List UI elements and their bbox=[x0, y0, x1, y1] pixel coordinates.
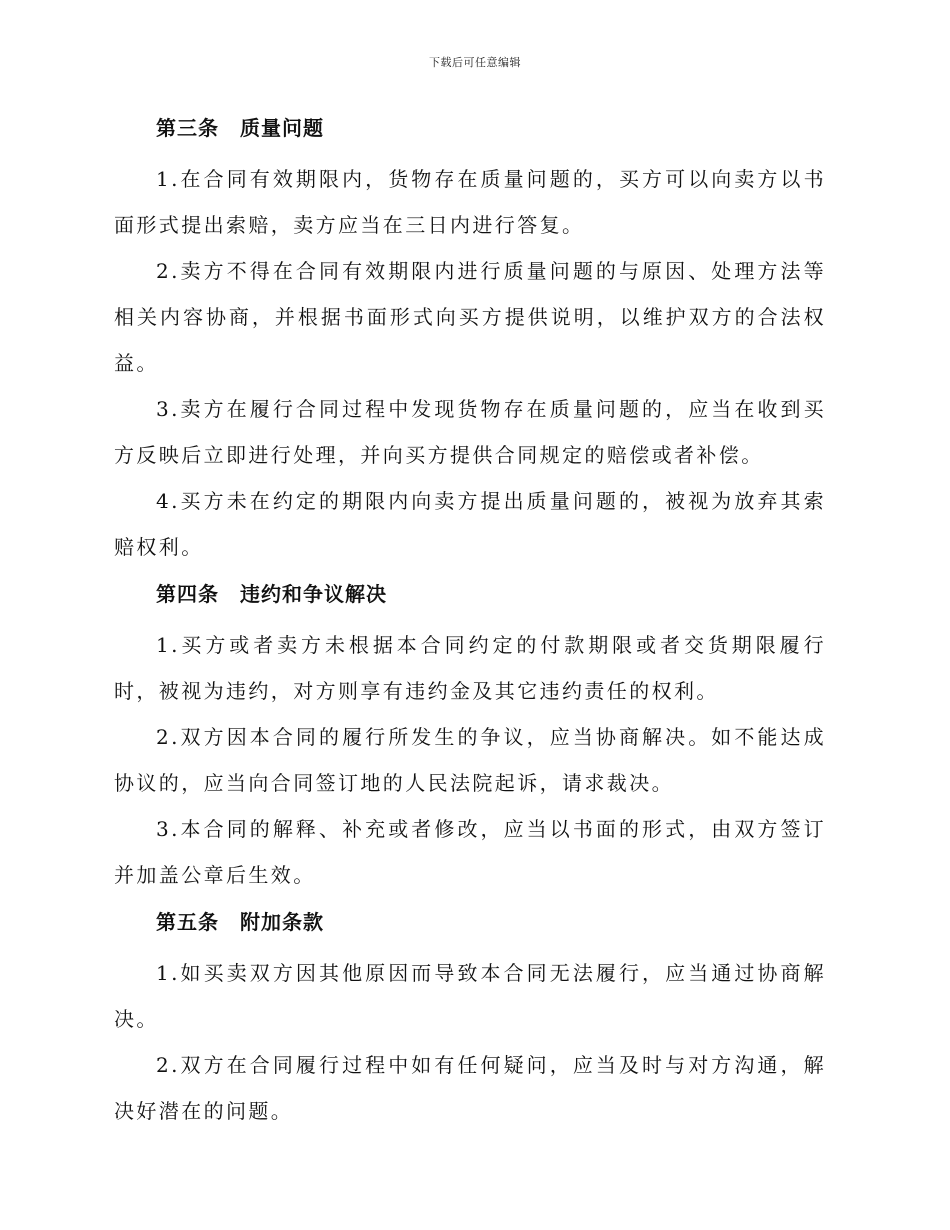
paragraph: 1.如买卖双方因其他原因而导致本合同无法履行，应当通过协商解决。 bbox=[114, 961, 826, 1031]
paragraph: 2.双方因本合同的履行所发生的争议，应当协商解决。如不能达成协议的，应当向合同签订地的人民法院起诉，请求裁决。 bbox=[114, 725, 826, 795]
section-article-4 bbox=[114, 576, 826, 898]
paragraph: 2.双方在合同履行过程中如有任何疑问，应当及时与对方沟通，解决好潜在的问题。 bbox=[114, 1053, 826, 1123]
paragraph: 2.卖方不得在合同有效期限内进行质量问题的与原因、处理方法等相关内容协商，并根据书面形式向买方提供说明，以维护双方的合法权益。 bbox=[114, 259, 826, 375]
paragraph: 1.买方或者卖方未根据本合同约定的付款期限或者交货期限履行时，被视为违约，对方则享有违约金及其它违约责任的权利。 bbox=[114, 633, 826, 703]
paragraph: 3.本合同的解释、补充或者修改，应当以书面的形式，由双方签订并加盖公章后生效。 bbox=[114, 817, 826, 887]
paragraph: 3.卖方在履行合同过程中发现货物存在质量问题的，应当在收到买方反映后立即进行处理，并向买方提供合同规定的赔偿或者补偿。 bbox=[114, 397, 826, 467]
paragraph: 4.买方未在约定的期限内向卖方提出质量问题的，被视为放弃其索赔权利。 bbox=[114, 489, 826, 559]
paragraph: 1.在合同有效期限内，货物存在质量问题的，买方可以向卖方以书面形式提出索赔，卖方应当在三日内进行答复。 bbox=[114, 167, 826, 237]
document-body bbox=[114, 110, 826, 1138]
section-title: 第三条 质量问题 bbox=[156, 116, 324, 140]
section-title: 第四条 违约和争议解决 bbox=[156, 582, 387, 606]
section-article-5 bbox=[114, 904, 826, 1134]
header-note: 下载后可任意编辑 bbox=[429, 56, 521, 69]
section-title: 第五条 附加条款 bbox=[156, 910, 324, 934]
section-article-3 bbox=[114, 110, 826, 570]
